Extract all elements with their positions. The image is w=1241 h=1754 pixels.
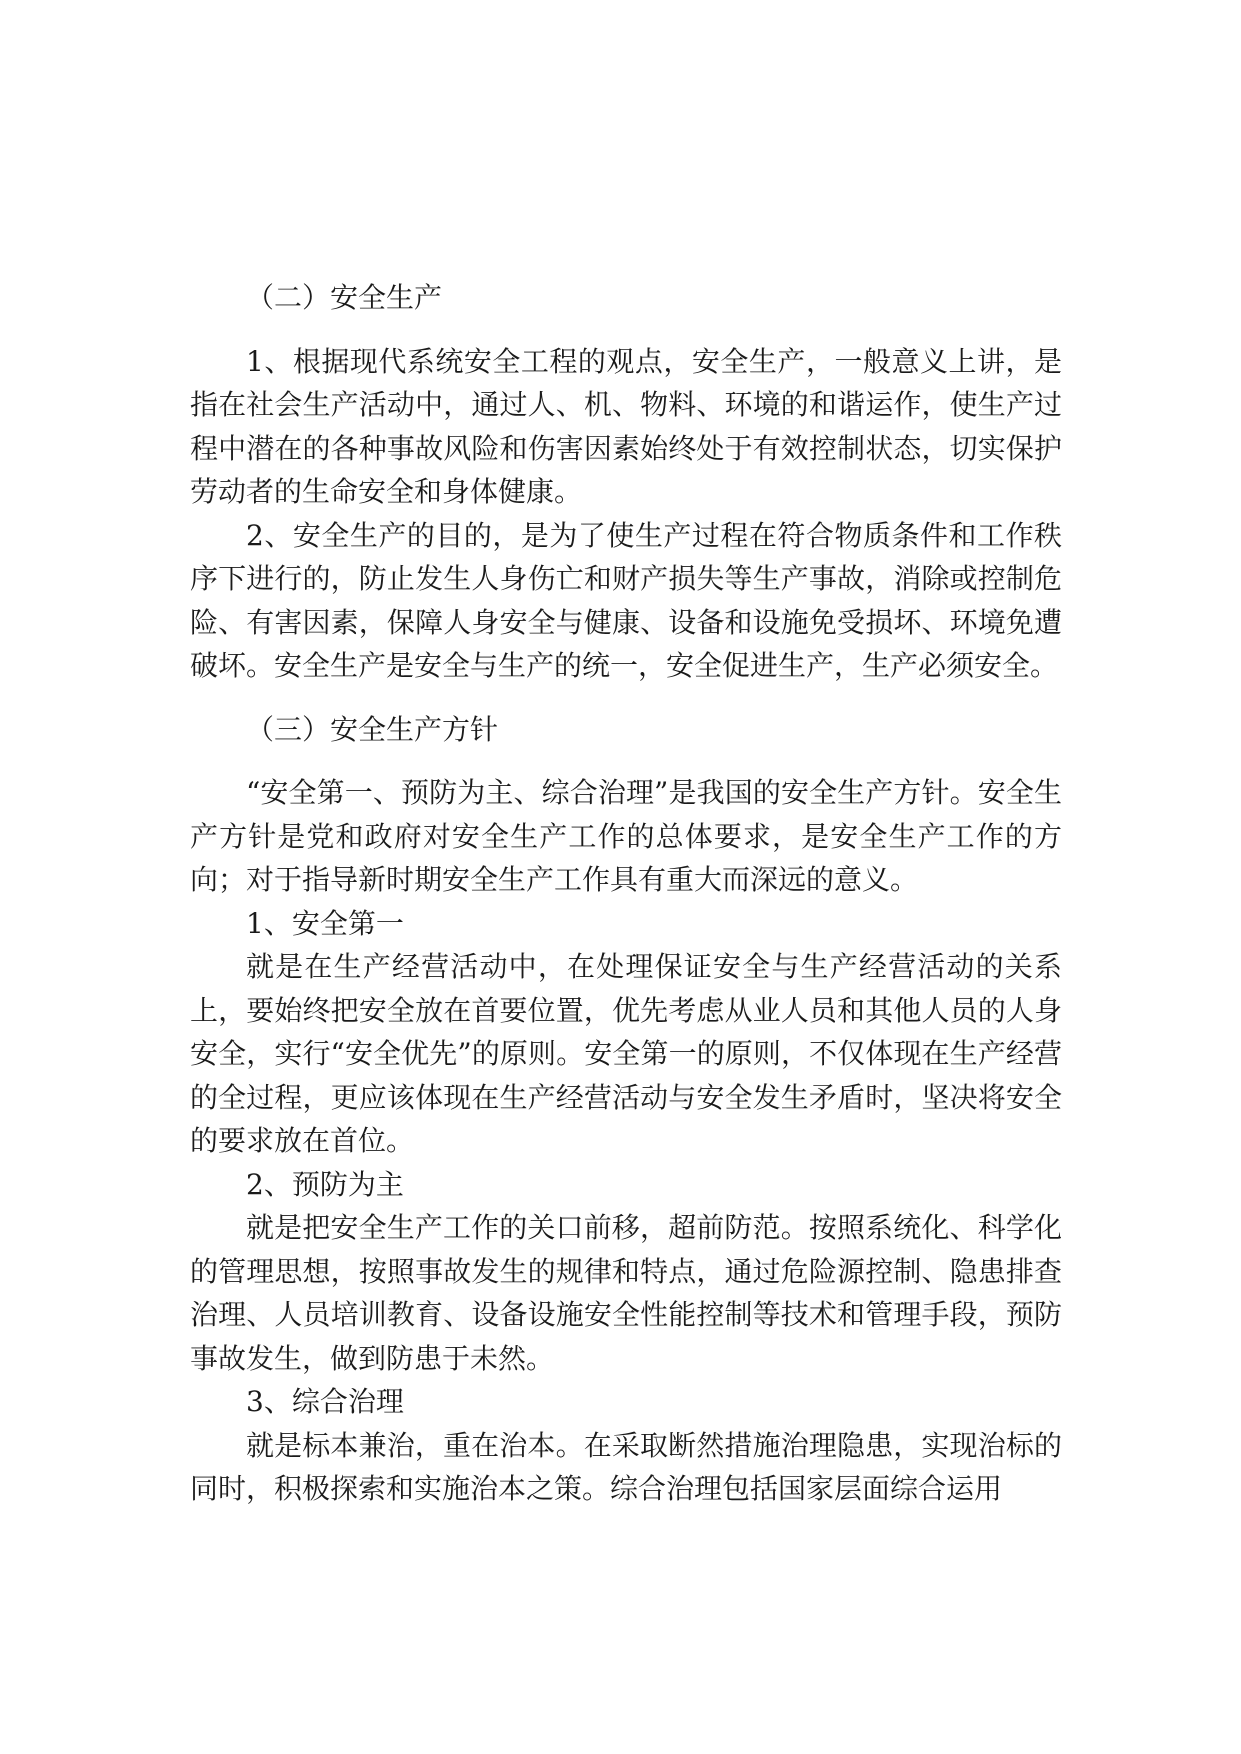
paragraph: 就是把安全生产工作的关口前移，超前防范。按照系统化、科学化的管理思想，按照事故发生的规律和特点，通过危险源控制、隐患排查治理、人员培训教育、设备设施安全性能控制等技术和管理手段，预防事故发生，做到防患于未然。: [190, 1211, 1062, 1375]
paragraph: “安全第一、预防为主、综合治理”是我国的安全生产方针。安全生产方针是党和政府对安全生产工作的总体要求，是安全生产工作的方向；对于指导新时期安全生产工作具有重大而深远的意义。: [190, 776, 1062, 896]
subheading: 3、综合治理: [246, 1385, 404, 1418]
section-heading: （三）安全生产方针: [246, 712, 499, 746]
paragraph: 2、安全生产的目的，是为了使生产过程在符合物质条件和工作秩序下进行的，防止发生人身伤亡和财产损失等生产事故，消除或控制危险、有害因素，保障人身安全与健康、设备和设施免受损坏、环境免遭破坏。安全生产是安全与生产的统一，安全促进生产，生产必须安全。: [190, 518, 1062, 682]
paragraph: 就是在生产经营活动中，在处理保证安全与生产经营活动的关系上，要始终把安全放在首要位置，优先考虑从业人员和其他人员的人身安全，实行“安全优先”的原则。安全第一的原则，不仅体现在生产经营的全过程，更应该体现在生产经营活动与安全发生矛盾时，坚决将安全的要求放在首位。: [190, 950, 1062, 1157]
section-heading: （二）安全生产: [246, 281, 443, 314]
paragraph: 1、根据现代系统安全工程的观点，安全生产，一般意义上讲，是指在社会生产活动中，通过人、机、物料、环境的和谐运作，使生产过程中潜在的各种事故风险和伤害因素始终处于有效控制状态，切实保护劳动者的生命安全和身体健康。: [190, 344, 1062, 508]
document-body: [190, 276, 1062, 1511]
subheading: 2、预防为主: [246, 1167, 404, 1201]
subheading: 1、安全第一: [246, 906, 404, 940]
paragraph: 就是标本兼治，重在治本。在采取断然措施治理隐患，实现治标的同时，积极探索和实施治本之策。综合治理包括国家层面综合运用: [190, 1428, 1062, 1505]
